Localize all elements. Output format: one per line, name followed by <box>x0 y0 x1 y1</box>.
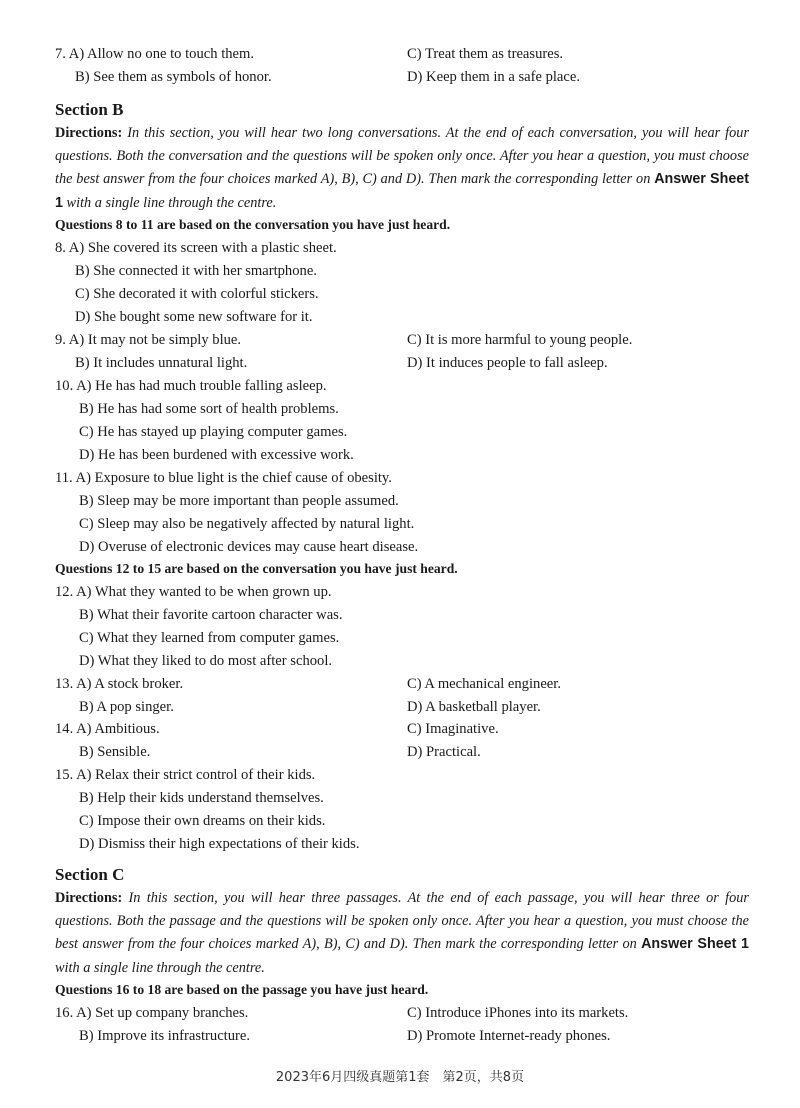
option-13c: C) A mechanical engineer. <box>407 676 561 692</box>
question-9-row-1 <box>0 329 800 351</box>
question-12-d: D) What they liked to do most after school. <box>79 653 333 669</box>
answer-sheet-label: Answer Sheet 1 <box>55 171 749 211</box>
question-13-row-2 <box>0 696 800 718</box>
option-14b: B) Sensible. <box>79 744 151 760</box>
question-10-b: B) He has had some sort of health problems. <box>79 401 339 417</box>
directions-label: Directions: <box>55 890 123 906</box>
directions-label: Directions: <box>55 125 123 141</box>
option-16d: D) Promote Internet-ready phones. <box>407 1028 611 1044</box>
question-11-b: B) Sleep may be more important than people assumed. <box>79 493 399 509</box>
section-b-directions <box>55 122 749 215</box>
option-13b: B) A pop singer. <box>79 699 174 715</box>
question-15-c: C) Impose their own dreams on their kids. <box>79 813 326 829</box>
section-b-title: Section B <box>55 100 124 119</box>
question-8-c: C) She decorated it with colorful stickers. <box>75 286 319 302</box>
question-15-b: B) Help their kids understand themselves. <box>79 790 324 806</box>
question-8-b: B) She connected it with her smartphone. <box>75 263 317 279</box>
option-9d: D) It induces people to fall asleep. <box>407 355 608 371</box>
question-7-row-2 <box>0 66 800 88</box>
question-14-row-1 <box>0 718 800 740</box>
question-11-c: C) Sleep may also be negatively affected by natural light. <box>79 516 415 532</box>
directions-text: In this section, you will hear two long conversations. At the end of each conversation, you will hear four questions. Both the conversation and the questions will be spoken only once. After you hear a question, you must choose the best answer from the four choices marked A), B), C) and D). Then mark the corresponding letter on <box>55 125 750 188</box>
option-14a: 14. A) Ambitious. <box>55 721 160 737</box>
option-14d: D) Practical. <box>407 744 481 760</box>
question-11-d: D) Overuse of electronic devices may cause heart disease. <box>79 539 419 555</box>
option-16a: 16. A) Set up company branches. <box>55 1005 249 1021</box>
question-13-row-1 <box>0 673 800 695</box>
question-7-row-1 <box>0 43 800 65</box>
option-14c: C) Imaginative. <box>407 721 499 737</box>
option-9b: B) It includes unnatural light. <box>75 355 248 371</box>
directions-text-end: with a single line through the centre. <box>55 959 265 976</box>
question-10-a: 10. A) He has had much trouble falling asleep. <box>55 378 327 394</box>
page-footer: 2023年6月四级真题第1套 第2页，共8页 <box>275 1070 525 1085</box>
question-8-a: 8. A) She covered its screen with a plastic sheet. <box>55 240 337 256</box>
question-15-a: 15. A) Relax their strict control of their kids. <box>55 767 316 783</box>
question-9-row-2 <box>0 352 800 374</box>
question-14-row-2 <box>0 741 800 763</box>
question-16-row-1 <box>0 1002 800 1024</box>
option-9c: C) It is more harmful to young people. <box>407 332 633 348</box>
option-13a: 13. A) A stock broker. <box>55 676 184 692</box>
question-12-b: B) What their favorite cartoon character was. <box>79 607 343 623</box>
option-7a: 7. A) Allow no one to touch them. <box>55 46 255 62</box>
question-8-d: D) She bought some new software for it. <box>75 309 313 325</box>
question-12-a: 12. A) What they wanted to be when grown up. <box>55 584 332 600</box>
questions-8-11-heading: Questions 8 to 11 are based on the conversation you have just heard. <box>55 217 451 232</box>
questions-16-18-heading: Questions 16 to 18 are based on the passage you have just heard. <box>55 982 429 997</box>
option-7c: C) Treat them as treasures. <box>407 46 564 62</box>
question-16-row-2 <box>0 1025 800 1047</box>
section-c-directions <box>55 887 749 980</box>
answer-sheet-label: Answer Sheet 1 <box>641 936 749 953</box>
option-7b: B) See them as symbols of honor. <box>75 69 272 85</box>
question-11-a: 11. A) Exposure to blue light is the chief cause of obesity. <box>55 470 392 486</box>
directions-text: In this section, you will hear three passages. At the end of each passage, you will hear three or four questions. Both the passage and the questions will be spoken only once. After you hear a question, you must choose the best answer from the four choices marked A), B), C) and D). Then mark the corresponding letter on <box>55 890 749 953</box>
directions-text-end: with a single line through the centre. <box>66 194 277 211</box>
option-9a: 9. A) It may not be simply blue. <box>55 332 242 348</box>
option-7d: D) Keep them in a safe place. <box>407 69 581 85</box>
option-16b: B) Improve its infrastructure. <box>79 1028 251 1044</box>
question-10-d: D) He has been burdened with excessive work. <box>79 447 354 463</box>
section-c-title: Section C <box>55 865 125 884</box>
questions-12-15-heading: Questions 12 to 15 are based on the conversation you have just heard. <box>55 561 458 576</box>
question-10-c: C) He has stayed up playing computer games. <box>79 424 348 440</box>
option-13d: D) A basketball player. <box>407 699 541 715</box>
question-12-c: C) What they learned from computer games. <box>79 630 340 646</box>
option-16c: C) Introduce iPhones into its markets. <box>407 1005 629 1021</box>
question-15-d: D) Dismiss their high expectations of their kids. <box>79 836 360 852</box>
